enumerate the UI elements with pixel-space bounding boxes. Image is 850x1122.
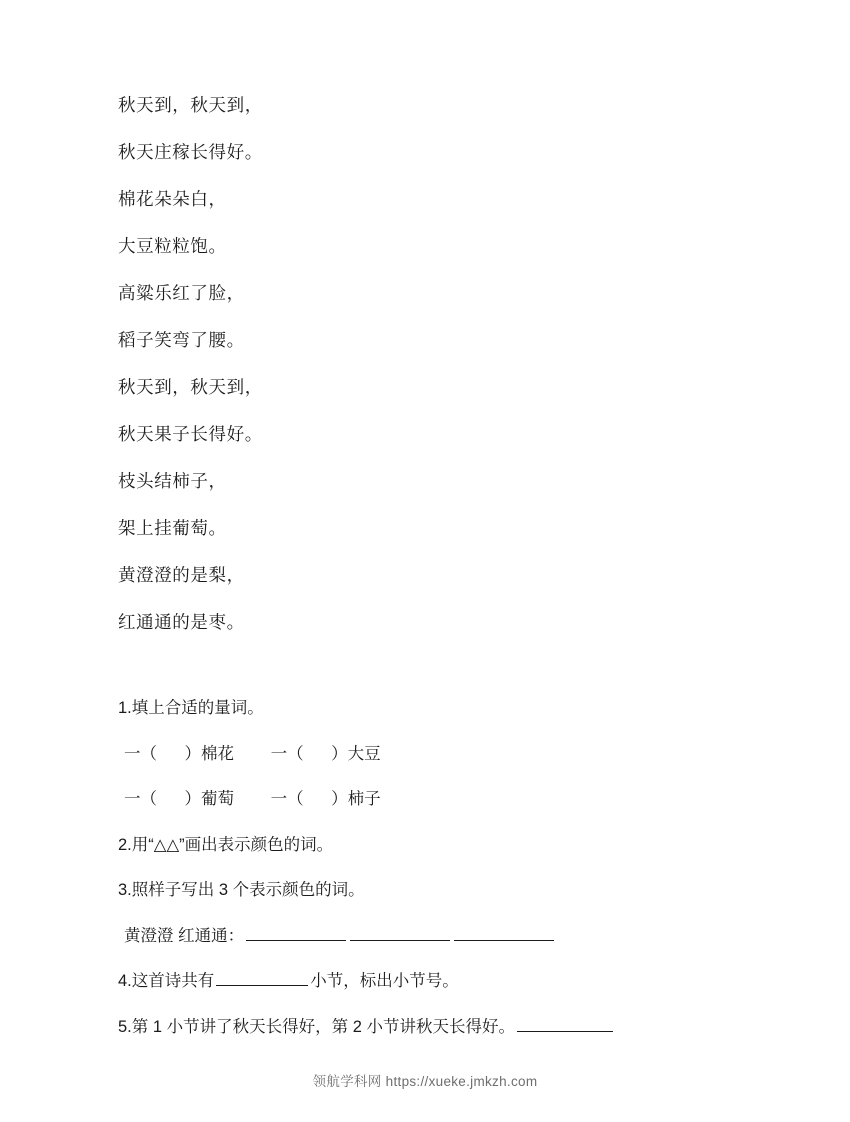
footer-watermark: 领航学科网 https://xueke.jmkzh.com [312,1074,538,1089]
poem-line: 黄澄澄的是梨， [118,565,245,585]
answer-blank[interactable] [350,922,450,940]
question-3-title: 3.照样子写出 3 个表示颜色的词。 [118,881,365,899]
poem-line: 高粱乐红了脸， [118,283,245,303]
answer-blank[interactable] [454,922,554,940]
poem-line: 秋天庄稼长得好。 [118,142,263,162]
poem-line: 秋天到，秋天到， [118,377,263,397]
question-4-text-after: 小节，标出小节号。 [310,972,459,990]
poem-line: 架上挂葡萄。 [118,518,227,538]
question-4-text-before: 4.这首诗共有 [118,972,215,990]
poem-line: 大豆粒粒饱。 [118,236,227,256]
poem-line: 稻子笑弯了腰。 [118,330,245,350]
poem-line: 枝头结柿子， [118,471,227,491]
question-3-prompt: 黄澄澄 红通通： [124,926,245,945]
question-4-row [118,959,778,1005]
question-5-text: 5.第 1 小节讲了秋天长得好，第 2 小节讲秋天长得好。 [118,1017,515,1036]
answer-blank[interactable] [517,1013,613,1031]
poem-line: 秋天到，秋天到， [118,95,263,115]
poem-line: 棉花朵朵白， [118,189,227,209]
question-5-row [118,1005,778,1051]
question-1-row-1: 一（ ）棉花 一（ ）大豆 [124,744,381,763]
answer-blank[interactable] [216,968,308,986]
poem-line: 红通通的是枣。 [118,612,245,632]
question-2-title: 2.用“△△”画出表示颜色的词。 [118,835,334,854]
poem-line: 秋天果子长得好。 [118,424,263,444]
questions-section [118,686,778,1050]
poem-body [118,82,758,646]
answer-blank[interactable] [246,922,346,940]
question-1-title: 1.填上合适的量词。 [118,699,264,717]
question-1-row-2: 一（ ）葡萄 一（ ）柿子 [124,790,381,808]
question-3-answer-row [118,914,778,960]
